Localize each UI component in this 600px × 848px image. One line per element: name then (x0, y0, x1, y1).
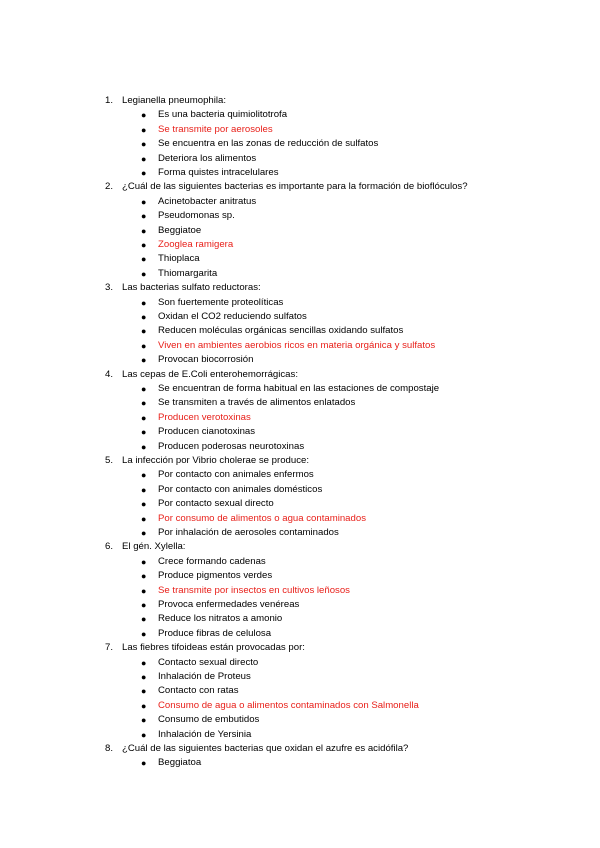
option-text: Reduce los nitratos a amonio (158, 613, 283, 625)
option-text: Viven en ambientes aerobios ricos en materia orgánica y sulfatos (158, 339, 436, 351)
answer-option (0, 108, 600, 122)
answer-option-correct (0, 699, 600, 713)
bullet-icon: ● (141, 110, 147, 121)
option-text: Por contacto con animales enfermos (158, 469, 314, 481)
bullet-icon: ● (141, 312, 147, 322)
answer-option (0, 497, 600, 511)
bullet-icon: ● (141, 470, 147, 481)
question-5 (0, 454, 600, 468)
answer-option (0, 396, 600, 410)
answer-option (0, 166, 600, 180)
option-text: Beggiatoa (158, 757, 202, 769)
bullet-icon: ● (141, 600, 147, 610)
question-text: Legianella pneumophila: (122, 95, 227, 106)
option-text: Inhalación de Yersinia (158, 728, 252, 740)
option-text: Crece formando cadenas (158, 555, 266, 567)
answer-option (0, 137, 600, 151)
answer-option (0, 684, 600, 698)
question-text: Las fiebres tifoideas están provocadas por: (122, 642, 305, 654)
option-text: Se transmiten a través de alimentos enlatados (158, 397, 356, 409)
answer-option-correct (0, 123, 600, 137)
option-text: Por contacto con animales domésticos (158, 483, 323, 495)
bullet-icon: ● (141, 700, 147, 711)
bullet-icon: ● (141, 657, 147, 668)
bullet-icon: ● (141, 715, 147, 726)
bullet-icon: ● (141, 628, 147, 639)
option-text: Produce fibras de celulosa (158, 627, 272, 639)
option-text: Oxidan el CO2 reduciendo sulfatos (158, 311, 307, 322)
option-text: Se transmite por aerosoles (158, 123, 273, 135)
answer-option (0, 382, 600, 396)
option-text: Contacto sexual directo (158, 656, 259, 668)
option-text: Thiomargarita (158, 267, 218, 279)
bullet-icon: ● (141, 686, 147, 697)
question-number: 4. (105, 368, 114, 380)
question-number: 1. (105, 95, 114, 106)
option-text: Thioplaca (158, 253, 200, 265)
answer-option (0, 612, 600, 626)
question-7 (0, 641, 600, 655)
bullet-icon: ● (141, 326, 147, 337)
question-text: El gén. Xylella: (122, 541, 186, 553)
answer-option (0, 468, 600, 482)
bullet-icon: ● (141, 240, 147, 250)
question-number: 7. (105, 642, 114, 654)
question-text: Las cepas de E.Coli enterohemorrágicas: (122, 368, 298, 380)
option-text: Es una bacteria quimiolitotrofa (158, 109, 288, 121)
option-text: Acinetobacter anitratus (158, 195, 257, 207)
option-text: Consumo de embutidos (158, 714, 260, 726)
option-text: Reducen moléculas orgánicas sencillas oxidando sulfatos (158, 325, 404, 337)
answer-option (0, 656, 600, 670)
answer-option (0, 152, 600, 166)
answer-option (0, 252, 600, 266)
option-text: Se transmite por insectos en cultivos leñosos (158, 584, 350, 596)
answer-option-correct (0, 339, 600, 353)
bullet-icon: ● (141, 412, 147, 423)
answer-option (0, 555, 600, 569)
answer-option-correct (0, 238, 600, 252)
answer-option-correct (0, 411, 600, 425)
question-8 (0, 742, 600, 756)
answer-option-correct (0, 584, 600, 598)
answer-option (0, 353, 600, 367)
answer-option (0, 526, 600, 540)
bullet-icon: ● (141, 398, 147, 409)
answer-option-correct (0, 512, 600, 526)
bullet-icon: ● (141, 225, 147, 236)
bullet-icon: ● (141, 254, 147, 265)
answer-option (0, 728, 600, 742)
bullet-icon: ● (141, 484, 147, 495)
bullet-icon: ● (141, 124, 147, 135)
option-text: Pseudomonas sp. (158, 210, 235, 222)
bullet-icon: ● (141, 427, 147, 438)
option-text: Zooglea ramigera (158, 239, 234, 250)
question-text: ¿Cuál de las siguientes bacterias que oxidan el azufre es acidófila? (122, 743, 409, 754)
option-text: Deteriora los alimentos (158, 152, 257, 164)
answer-option (0, 713, 600, 727)
question-number: 6. (105, 541, 114, 553)
option-text: Por consumo de alimentos o agua contaminados (158, 512, 366, 524)
question-number: 8. (105, 743, 114, 754)
answer-option (0, 195, 600, 209)
bullet-icon: ● (141, 340, 147, 351)
option-text: Forma quistes intracelulares (158, 167, 279, 178)
bullet-icon: ● (141, 758, 147, 769)
option-text: Se encuentran de forma habitual en las estaciones de compostaje (158, 383, 440, 394)
answer-option (0, 425, 600, 439)
bullet-icon: ● (141, 585, 147, 596)
bullet-icon: ● (141, 355, 147, 366)
option-text: Contacto con ratas (158, 685, 239, 697)
option-text: Producen cianotoxinas (158, 426, 256, 438)
option-text: Por contacto sexual directo (158, 498, 274, 510)
bullet-icon: ● (141, 729, 147, 740)
bullet-icon: ● (141, 168, 147, 178)
bullet-icon: ● (141, 196, 147, 207)
answer-option (0, 569, 600, 583)
option-text: Inhalación de Proteus (158, 671, 251, 682)
answer-option (0, 296, 600, 310)
bullet-icon: ● (141, 297, 147, 308)
question-text: La infección por Vibrio cholerae se produce: (122, 455, 310, 466)
answer-option (0, 267, 600, 281)
option-text: Producen verotoxinas (158, 411, 251, 423)
answer-option (0, 598, 600, 612)
option-text: Se encuentra en las zonas de reducción de sulfatos (158, 138, 379, 150)
bullet-icon: ● (141, 211, 147, 222)
bullet-icon: ● (141, 499, 147, 510)
bullet-icon: ● (141, 268, 147, 279)
bullet-icon: ● (141, 672, 147, 682)
option-text: Beggiatoe (158, 224, 202, 236)
question-1 (0, 94, 600, 108)
question-text: ¿Cuál de las siguientes bacterias es importante para la formación de bioflóculos? (122, 181, 468, 193)
option-text: Produce pigmentos verdes (158, 570, 273, 582)
question-3 (0, 281, 600, 295)
answer-option (0, 224, 600, 238)
option-text: Por inhalación de aerosoles contaminados (158, 527, 339, 538)
option-text: Provocan biocorrosión (158, 354, 254, 366)
bullet-icon: ● (141, 384, 147, 394)
bullet-icon: ● (141, 441, 147, 452)
answer-option (0, 324, 600, 338)
answer-option (0, 440, 600, 454)
question-text: Las bacterias sulfato reductoras: (122, 282, 261, 294)
bullet-icon: ● (141, 513, 147, 524)
bullet-icon: ● (141, 153, 147, 164)
option-text: Provoca enfermedades venéreas (158, 599, 300, 610)
option-text: Consumo de agua o alimentos contaminados con Salmonella (158, 699, 419, 711)
answer-option (0, 670, 600, 684)
bullet-icon: ● (141, 614, 147, 625)
answer-option (0, 209, 600, 223)
question-2 (0, 180, 600, 194)
question-4 (0, 368, 600, 382)
answer-option (0, 483, 600, 497)
answer-option (0, 627, 600, 641)
bullet-icon: ● (141, 556, 147, 567)
answer-option (0, 756, 600, 770)
option-text: Producen poderosas neurotoxinas (158, 440, 305, 452)
question-number: 3. (105, 282, 114, 294)
question-6 (0, 540, 600, 554)
question-number: 5. (105, 455, 114, 466)
bullet-icon: ● (141, 139, 147, 150)
option-text: Son fuertemente proteolíticas (158, 296, 284, 308)
bullet-icon: ● (141, 571, 147, 582)
answer-option (0, 310, 600, 324)
question-number: 2. (105, 181, 114, 193)
bullet-icon: ● (141, 528, 147, 538)
